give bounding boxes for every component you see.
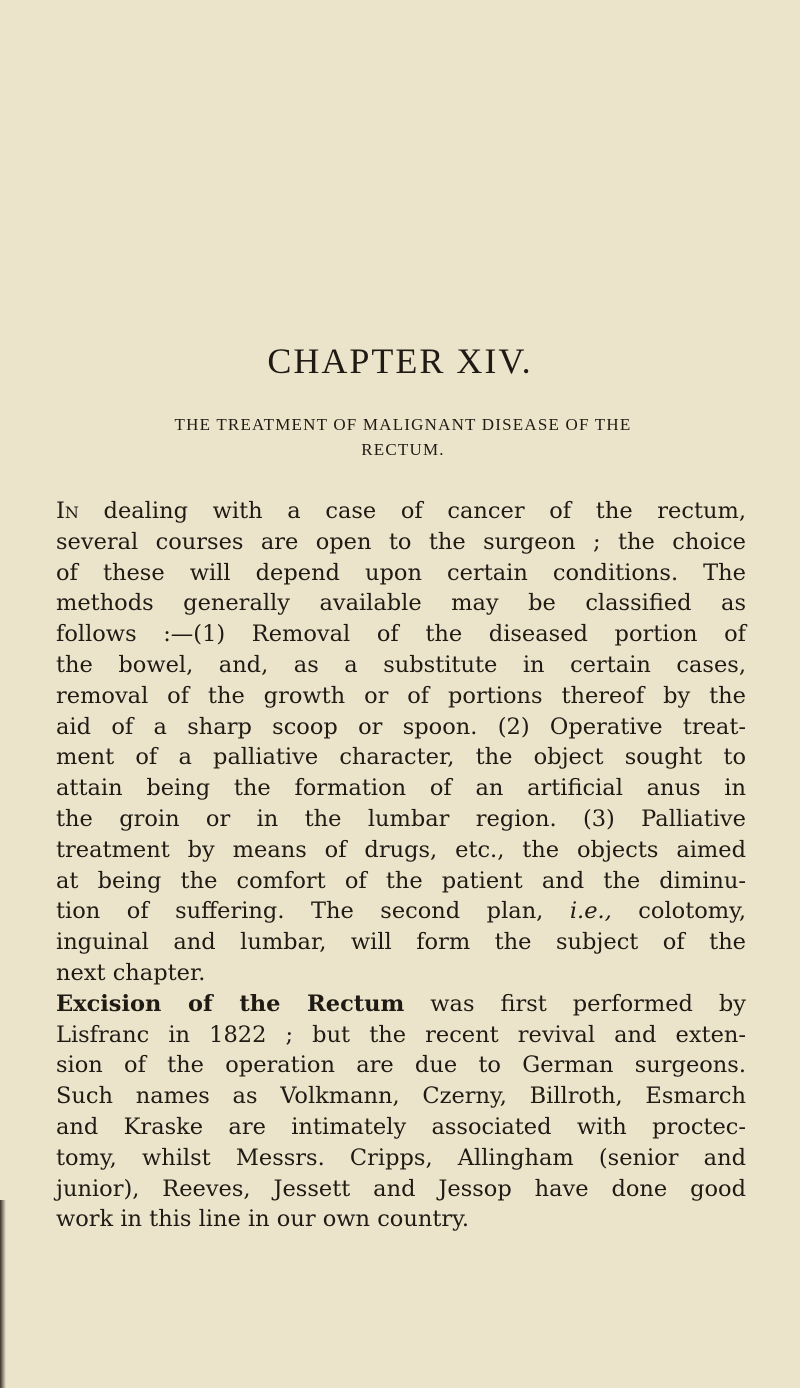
paragraph-1-line-16: next chapter. bbox=[56, 959, 206, 986]
paragraph-2-line-1: Excision of the Rectum was first performed by bbox=[56, 990, 747, 1017]
paragraph-1-line-7: removal of the growth or of portions thereof by the bbox=[56, 682, 746, 709]
paragraph-1-line-6: the bowel, and, as a substitute in certain cases, bbox=[56, 651, 746, 678]
chapter-heading: CHAPTER XIV. bbox=[267, 341, 533, 381]
chapter-subtitle-line-1: THE TREATMENT OF MALIGNANT DISEASE OF THE bbox=[174, 415, 632, 434]
paragraph-1-line-9: ment of a palliative character, the object sought to bbox=[56, 744, 746, 771]
paragraph-1-line-13: at being the comfort of the patient and the diminu- bbox=[56, 867, 746, 894]
excision-heading: Excision of the Rectum bbox=[56, 990, 405, 1017]
paragraph-1-line-4: methods generally available may be classified as bbox=[56, 590, 746, 617]
paragraph-2-line-3: sion of the operation are due to German surgeons. bbox=[56, 1052, 746, 1079]
paragraph-1-line-12: treatment by means of drugs, etc., the objects aimed bbox=[56, 836, 746, 863]
paragraph-1-line-8: aid of a sharp scoop or spoon. (2) Operative treat- bbox=[56, 713, 746, 740]
paragraph-1-line-5: follows :—(1) Removal of the diseased portion of bbox=[56, 621, 746, 648]
paragraph-2-line-8: work in this line in our own country. bbox=[56, 1206, 469, 1233]
paragraph-1-line-15: inguinal and lumbar, will form the subject of the bbox=[56, 929, 746, 956]
paragraph-1-line-1: In dealing with a case of cancer of the rectum, bbox=[56, 498, 746, 524]
opening-word: In bbox=[56, 498, 79, 524]
paragraph-2-line-2: Lisfranc in 1822 ; but the recent revival and exten- bbox=[56, 1021, 746, 1048]
paragraph-1-line-10: attain being the formation of an artificial anus in bbox=[56, 775, 746, 802]
ie-abbrev: i.e., bbox=[569, 898, 612, 925]
page-edge-shadow bbox=[0, 1200, 6, 1388]
paragraph-1-line-14: tion of suffering. The second plan, i.e., colotomy, bbox=[56, 898, 746, 925]
paragraph-1-line-11: the groin or in the lumbar region. (3) Palliative bbox=[56, 805, 746, 832]
paragraph-2-line-7: junior), Reeves, Jessett and Jessop have done good bbox=[56, 1175, 746, 1202]
paragraph-1-line-2: several courses are open to the surgeon ; the choice bbox=[56, 528, 746, 555]
paragraph-2-line-5: and Kraske are intimately associated with proctec- bbox=[56, 1113, 746, 1140]
paragraph-1-line-3: of these will depend upon certain conditions. The bbox=[56, 559, 746, 586]
chapter-subtitle bbox=[118, 412, 688, 462]
paragraph-2-line-6: tomy, whilst Messrs. Cripps, Allingham (senior and bbox=[56, 1144, 746, 1171]
chapter-subtitle-line-2: RECTUM. bbox=[361, 440, 445, 459]
body-text bbox=[56, 496, 746, 1235]
paragraph-2-line-4: Such names as Volkmann, Czerny, Billroth, Esmarch bbox=[56, 1083, 746, 1110]
